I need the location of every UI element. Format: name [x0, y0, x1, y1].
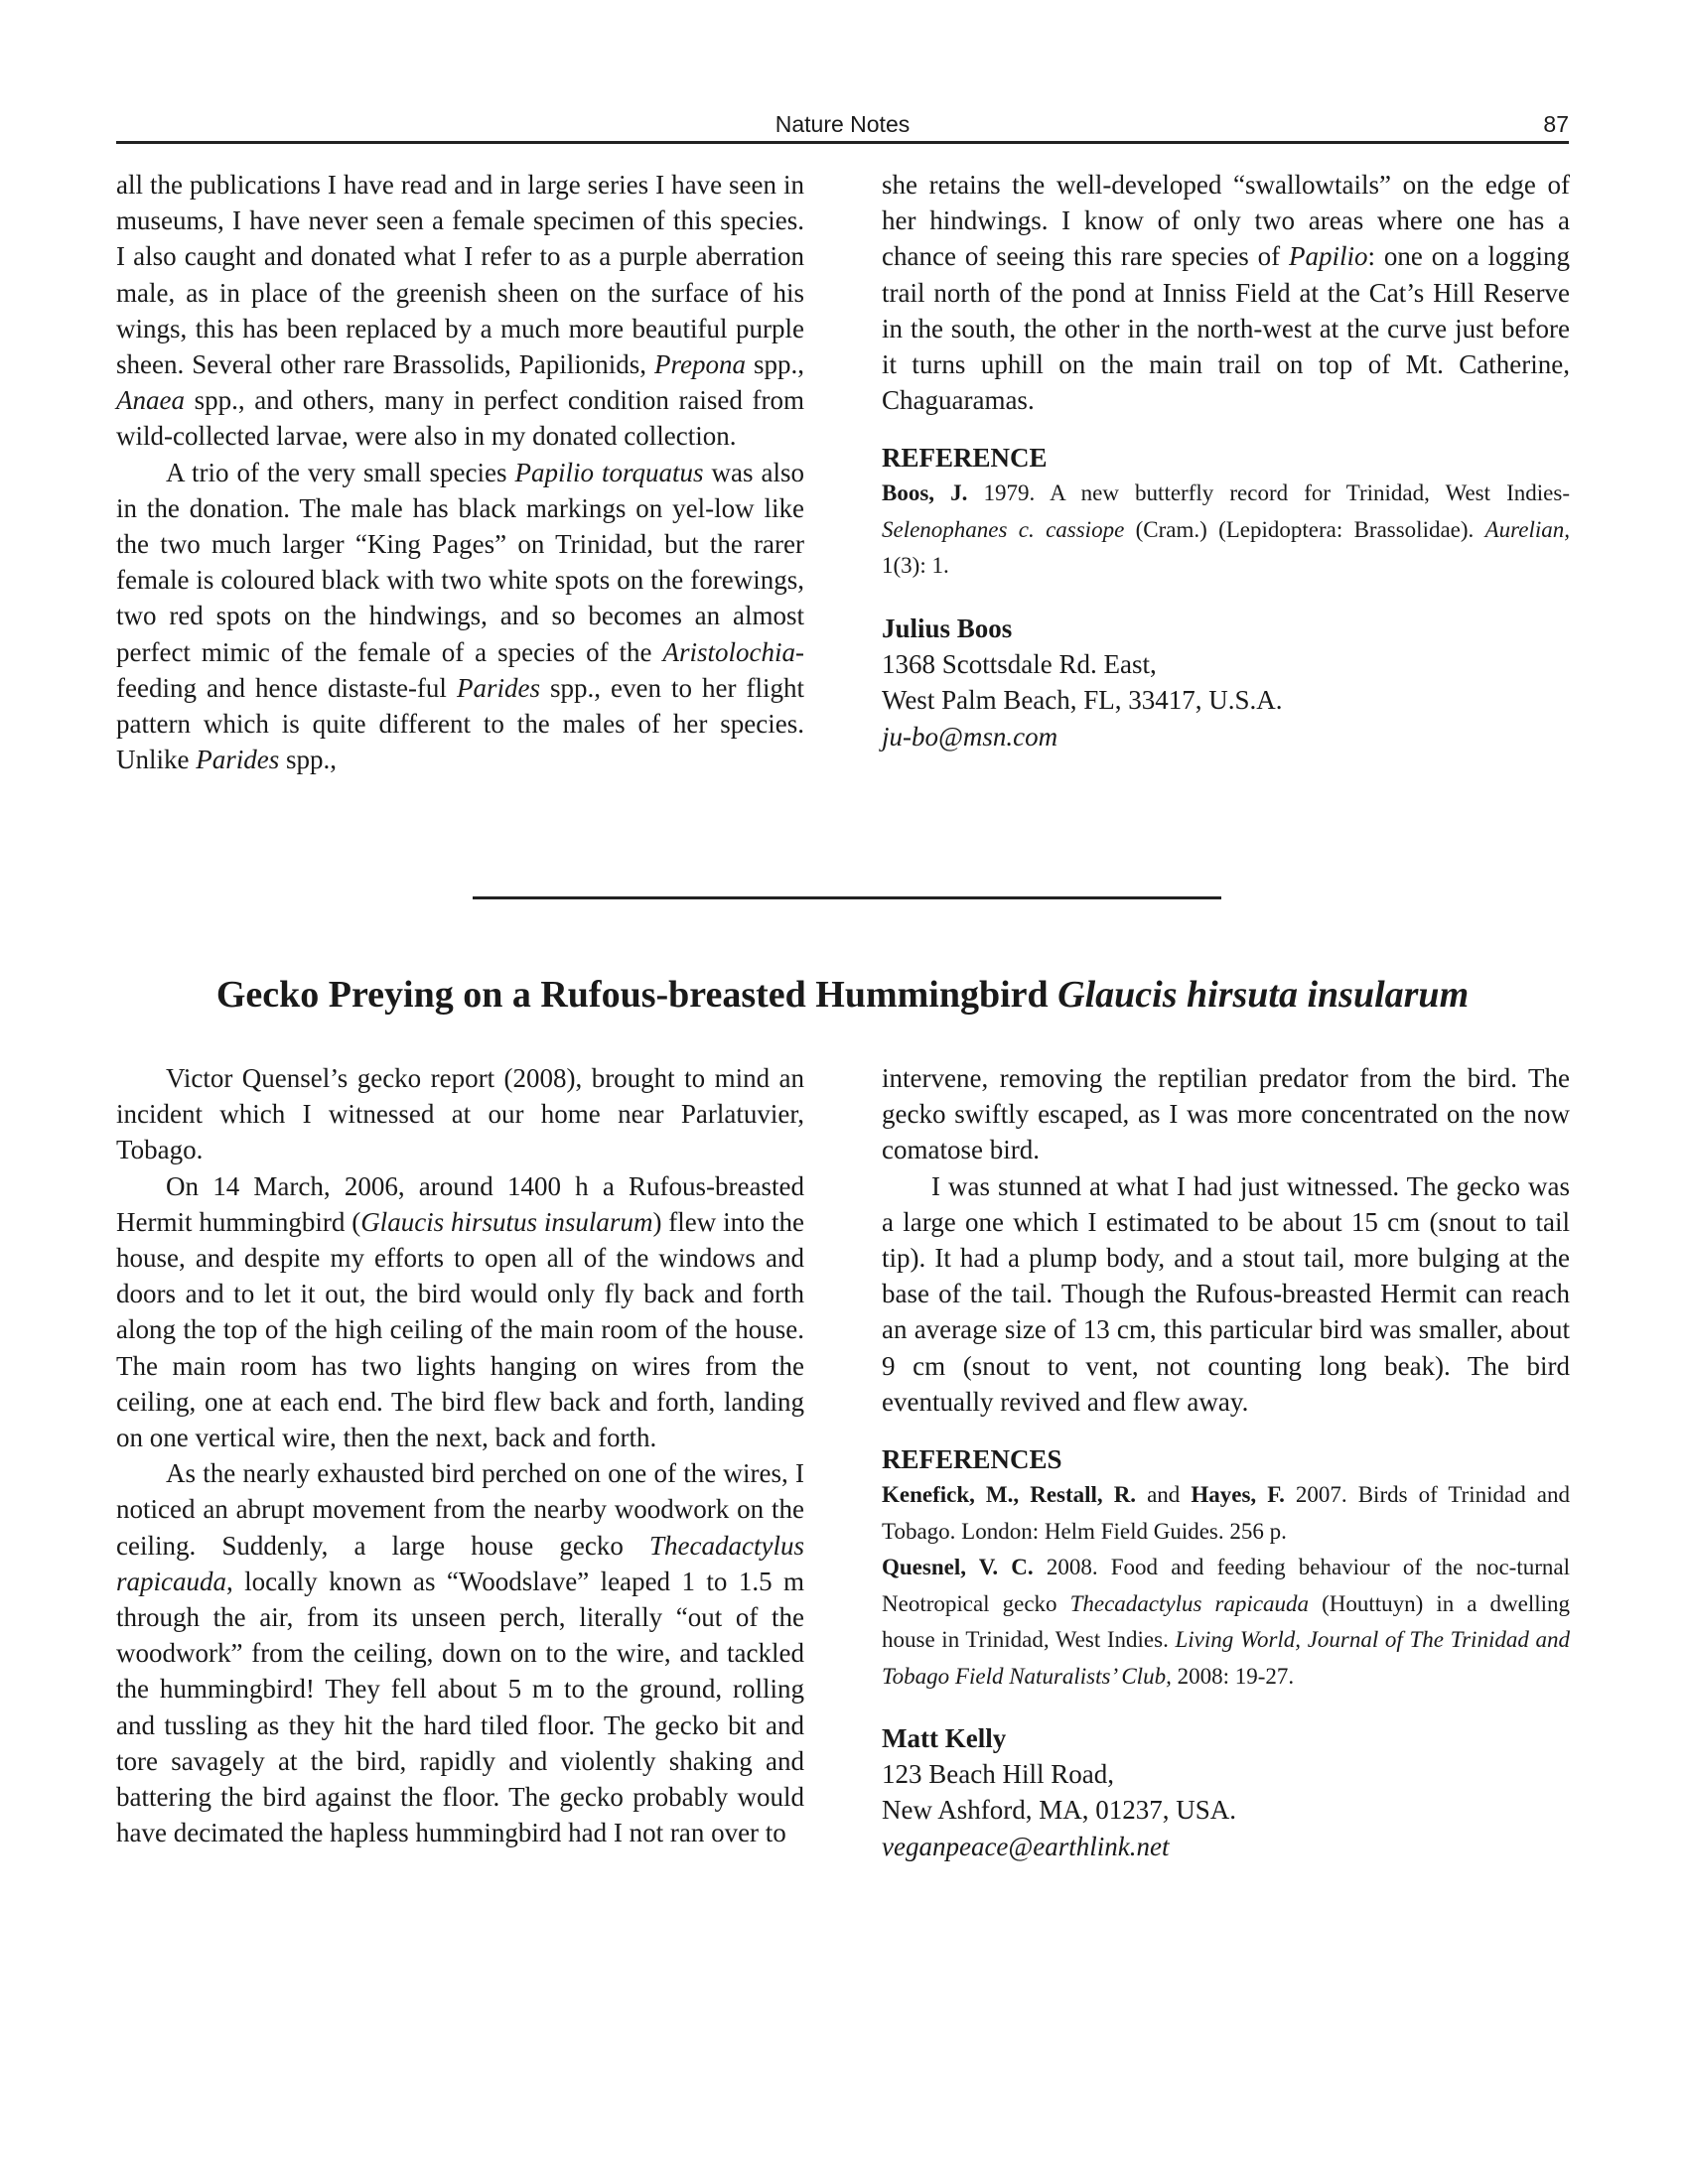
- italic-text: Parides: [196, 745, 280, 775]
- text-run: : one on a logging trail north of the pond at Inniss Field at the Cat’s Hill Reserve in the south, the other in the north-west at the curve just before it turns uphill on the main trail on top of Mt. Catherine, Chaguaramas.: [882, 241, 1570, 416]
- article1-paragraph: [882, 167, 1570, 418]
- article1-right-column: [882, 167, 1570, 754]
- text-run: all the publications I have read and in large series I have seen in museums, I have never seen a female specimen of this species. I also caught and donated what I refer to as a purple aberration male, as in place of the greenish sheen on the surface of his wings, this has been replaced by a much more beautiful purple sheen. Several other rare Brassolids, Papilionids,: [116, 170, 804, 380]
- page-number: 87: [1543, 111, 1569, 137]
- italic-text: Glaucis hirsutus insularum: [360, 1206, 653, 1237]
- article2-paragraph: [116, 1168, 804, 1456]
- author-address-line: West Palm Beach, FL, 33417, U.S.A.: [882, 685, 1283, 716]
- text-run: Victor Quensel’s gecko report (2008), brought to mind an incident which I witnessed at our home near Parlatuvier, Tobago.: [116, 1063, 804, 1165]
- bold-text: Kenefick, M.,: [882, 1482, 1020, 1508]
- text-run: (Houttuyn) in a dwelling house in Trinidad, West Indies.: [882, 1590, 1571, 1653]
- text-run: she retains the well-developed “swallowtails” on the edge of her hindwings. I know of only two areas where one has a chance of seeing this rare species of: [882, 170, 1570, 272]
- text-run: 1(3): 1.: [882, 553, 949, 579]
- author-address-line: New Ashford, MA, 01237, USA.: [882, 1795, 1236, 1826]
- italic-text: Papilio: [1289, 241, 1368, 272]
- italic-text: Selenophanes c. cassiope: [882, 516, 1125, 542]
- author-name: Julius Boos: [882, 613, 1013, 643]
- text-run: [1019, 1482, 1030, 1507]
- text-run: (Cram.) (Lepidoptera: Brassolidae).: [1124, 516, 1485, 542]
- text-run: spp.,: [746, 349, 804, 380]
- article2-paragraph: [882, 1168, 1570, 1420]
- article2-paragraph: [116, 1060, 804, 1168]
- text-run: spp., and others, many in perfect condition raised from wild-collected larvae, were also in my donated collection.: [116, 385, 804, 452]
- text-run: 1979. A new butterfly record for Trinidad, West Indies-: [967, 480, 1571, 506]
- text-run: intervene, removing the reptilian predator from the bird. The gecko swiftly escaped, as I was more concentrated on the now comatose bird.: [882, 1063, 1570, 1165]
- text-run: On 14 March, 2006, around 1400 h a Rufous-breasted Hermit hummingbird (: [116, 1170, 804, 1237]
- text-run: Gecko Preying on a Rufous-breasted Hummingbird: [215, 974, 1058, 1016]
- text-run: was also in the donation. The male has black markings on yel-low like the two much larger “King Pages” on Trinidad, but the rarer female is coloured black with two white spots on the forewings, two red spots on the hindwings, and so becomes an almost perfect mimic of the female of a species of the: [116, 457, 805, 667]
- article1-paragraph: [116, 167, 804, 455]
- article2-paragraph: [882, 1060, 1570, 1168]
- article-title: [116, 973, 1569, 1017]
- italic-text: Anaea: [116, 385, 185, 416]
- text-run: ) flew into the house, and despite my efforts to open all of the windows and doors and to let it out, the bird would only fly back and forth along the top of the high ceiling of the main room of the house. The main room has two lights hanging on wires from the ceiling, one at each end. The bird flew back and forth, landing on one vertical wire, then the next, back and forth.: [116, 1206, 804, 1453]
- text-run: I was stunned at what I had just witnessed. The gecko was a large one which I estimated to be about 15 cm (snout to tail tip). It had a plump body, and a stout tail, more bulging at the base of the tail. Though the Rufous-breasted Hermit can reach an average size of 13 cm, this particular bird was smaller, about 9 cm (snout to vent, not counting long beak). The bird eventually revived and flew away.: [882, 1170, 1570, 1417]
- italic-text: Thecadactylus rapicauda: [1069, 1590, 1310, 1616]
- bold-text: Boos, J.: [882, 480, 968, 506]
- italic-text: Parides: [456, 672, 540, 703]
- italic-text: Aurelian,: [1484, 516, 1570, 542]
- author-address-line: 1368 Scottsdale Rd. East,: [882, 649, 1157, 680]
- references-heading: REFERENCE: [882, 443, 1048, 474]
- reference-list: [882, 1477, 1570, 1695]
- author-email: veganpeace@earthlink.net: [882, 1831, 1170, 1861]
- text-run: A trio of the very small species: [166, 457, 515, 487]
- section-divider: [473, 896, 1221, 899]
- journal-section-title: Nature Notes: [774, 111, 911, 137]
- article2-paragraph: [116, 1455, 804, 1850]
- bold-text: Quesnel, V. C.: [882, 1555, 1034, 1580]
- text-run: spp.,: [279, 745, 338, 775]
- text-run: and: [1136, 1482, 1192, 1508]
- article1-paragraph: [116, 455, 804, 778]
- italic-text: Prepona: [654, 349, 746, 380]
- reference-entry: [882, 1550, 1570, 1695]
- author-name: Matt Kelly: [882, 1723, 1007, 1754]
- text-run: As the nearly exhausted bird perched on one of the wires, I noticed an abrupt movement from the nearby woodwork on the ceiling. Suddenly, a large house gecko: [116, 1458, 804, 1561]
- author-address-line: 123 Beach Hill Road,: [882, 1759, 1114, 1790]
- running-header: [116, 111, 1569, 141]
- text-run: 2008. Food and feeding behaviour of the noc-turnal Neotropical gecko: [882, 1555, 1570, 1616]
- text-run: spp., even to her flight pattern which is quite different to the males of her species. Unlike: [116, 672, 804, 775]
- article1-left-column: [116, 167, 804, 777]
- reference-list: [882, 476, 1570, 585]
- article2-left-column: [116, 1060, 804, 1850]
- bold-text: Restall, R.: [1030, 1482, 1137, 1508]
- author-block: [882, 611, 1570, 754]
- italic-text: Thecadactylus rapicauda: [116, 1530, 804, 1596]
- italic-text: Papilio torquatus: [514, 457, 704, 487]
- text-run: 2008: 19-27.: [1171, 1663, 1295, 1689]
- author-block: [882, 1720, 1570, 1864]
- article2-right-column: [882, 1060, 1570, 1864]
- header-rule: [116, 141, 1569, 144]
- author-email: ju-bo@msn.com: [882, 721, 1058, 751]
- reference-entry: [882, 1477, 1570, 1550]
- italic-text: Glaucis hirsuta insularum: [1057, 974, 1470, 1016]
- references-heading: REFERENCES: [882, 1444, 1062, 1475]
- reference-entry: [882, 476, 1570, 585]
- text-run: -feeding and hence distaste-ful: [116, 636, 804, 703]
- text-run: , locally known as “Woodslave” leaped 1 to 1.5 m through the air, from its unseen perch, literally “out of the woodwork” from the ceiling, down on to the wire, and tackled the hummingbird! They fell about 5 m to the ground, rolling and tussling as they hit the hard tiled floor. The gecko bit and tore savagely at the bird, rapidly and violently shaking and battering the bird against the floor. The gecko probably would have decimated the hapless hummingbird had I not ran over to: [116, 1566, 804, 1848]
- text-run: 2007. Birds of Trinidad and Tobago. London: Helm Field Guides. 256 p.: [882, 1482, 1571, 1544]
- bold-text: Hayes, F.: [1191, 1482, 1285, 1508]
- italic-text: Aristolochia: [662, 636, 795, 667]
- italic-text: Living World, Journal of The Trinidad and Tobago Field Naturalists’ Club,: [882, 1627, 1570, 1689]
